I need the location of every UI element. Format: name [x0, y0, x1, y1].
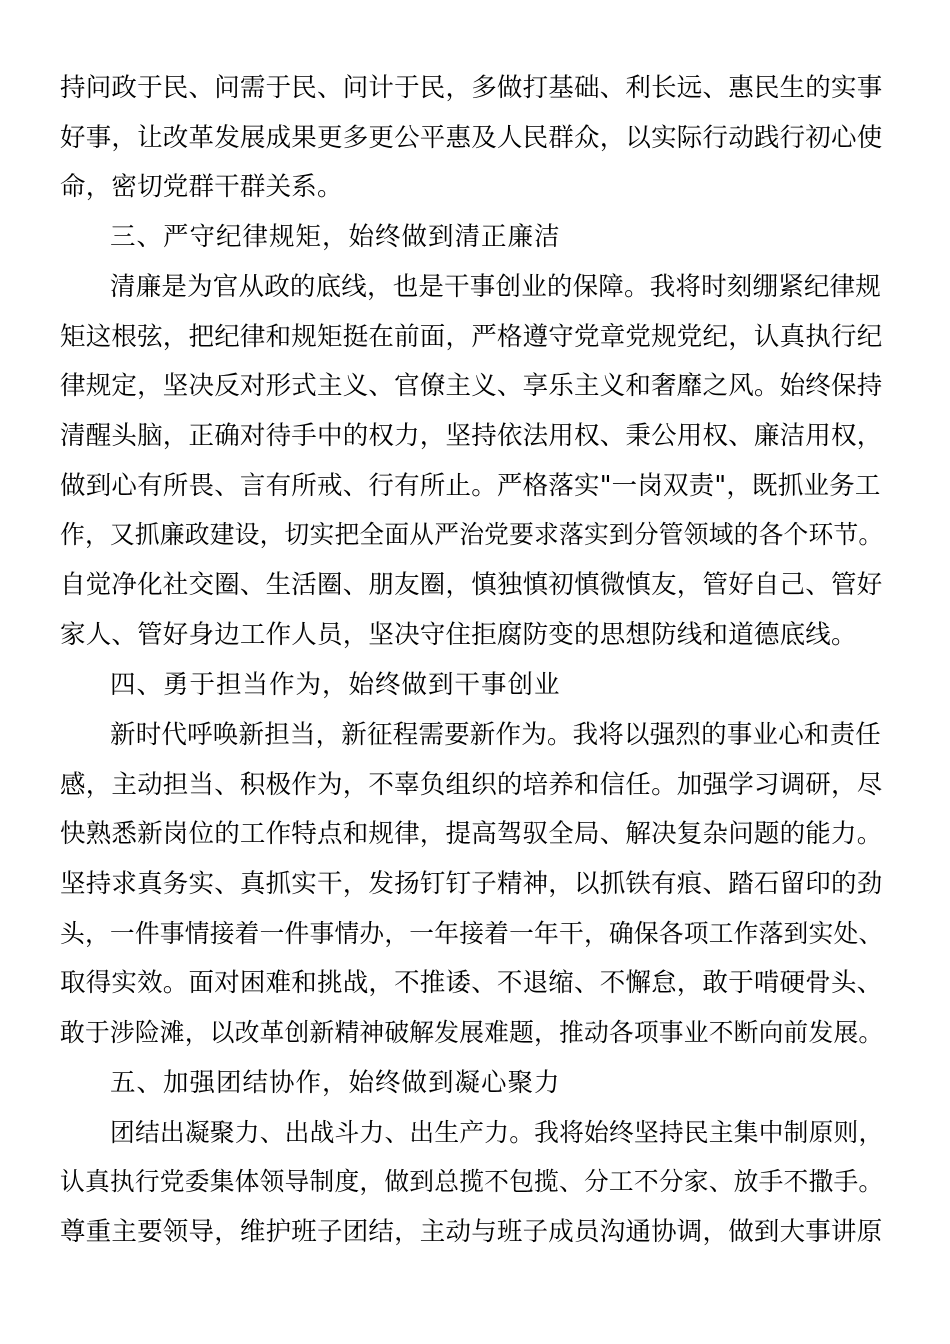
text-line: 取得实效。面对困难和挑战，不推诿、不退缩、不懈怠，敢于啃硬骨头、	[60, 968, 883, 998]
text-line: 坚持求真务实、真抓实干，发扬钉钉子精神，以抓铁有痕、踏石留印的劲	[60, 869, 883, 899]
text-line: 命，密切党群干群关系。	[60, 172, 343, 202]
text-line: 律规定，坚决反对形式主义、官僚主义、享乐主义和奢靡之风。始终保持	[60, 371, 883, 401]
text-line: 作，又抓廉政建设，切实把全面从严治党要求落实到分管领域的各个环节。	[60, 520, 884, 549]
text-line: 家人、管好身边工作人员，坚决守住拒腐防变的思想防线和道德底线。	[60, 620, 857, 650]
text-line: 头，一件事情接着一件事情办，一年接着一年干，确保各项工作落到实处、	[60, 919, 884, 948]
text-line: 尊重主要领导，维护班子团结，主动与班子成员沟通协调，做到大事讲原	[60, 1217, 883, 1247]
text-line: 快熟悉新岗位的工作特点和规律，提高驾驭全局、解决复杂问题的能力。	[60, 819, 883, 849]
text-line: 自觉净化社交圈、生活圈、朋友圈，慎独慎初慎微慎友，管好自己、管好	[60, 570, 883, 600]
text-line: 清廉是为官从政的底线，也是干事创业的保障。我将时刻绷紧纪律规	[110, 272, 882, 302]
section-heading-5: 五、加强团结协作，始终做到凝心聚力	[110, 1068, 561, 1098]
section-heading-4: 四、勇于担当作为，始终做到干事创业	[110, 670, 561, 700]
section-heading-3: 三、严守纪律规矩，始终做到清正廉洁	[110, 222, 561, 252]
text-line: 持问政于民、问需于民、问计于民，多做打基础、利长远、惠民生的实事	[60, 73, 883, 103]
text-line: 认真执行党委集体领导制度，做到总揽不包揽、分工不分家、放手不撒手。	[60, 1167, 884, 1196]
text-line: 好事，让改革发展成果更多更公平惠及人民群众，以实际行动践行初心使	[60, 123, 883, 153]
text-line: 敢于涉险滩，以改革创新精神破解发展难题，推动各项事业不断向前发展。	[60, 1018, 884, 1047]
text-line: 团结出凝聚力、出战斗力、出生产力。我将始终坚持民主集中制原则，	[110, 1118, 884, 1147]
text-line: 新时代呼唤新担当，新征程需要新作为。我将以强烈的事业心和责任	[110, 720, 882, 750]
text-line: 矩这根弦，把纪律和规矩挺在前面，严格遵守党章党规党纪，认真执行纪	[60, 322, 883, 352]
text-line: 感，主动担当、积极作为，不辜负组织的培养和信任。加强学习调研，尽	[60, 770, 883, 800]
text-line: 清醒头脑，正确对待手中的权力，坚持依法用权、秉公用权、廉洁用权，	[60, 421, 883, 451]
text-line: 做到心有所畏、言有所戒、行有所止。严格落实"一岗双责"，既抓业务工	[60, 471, 881, 501]
